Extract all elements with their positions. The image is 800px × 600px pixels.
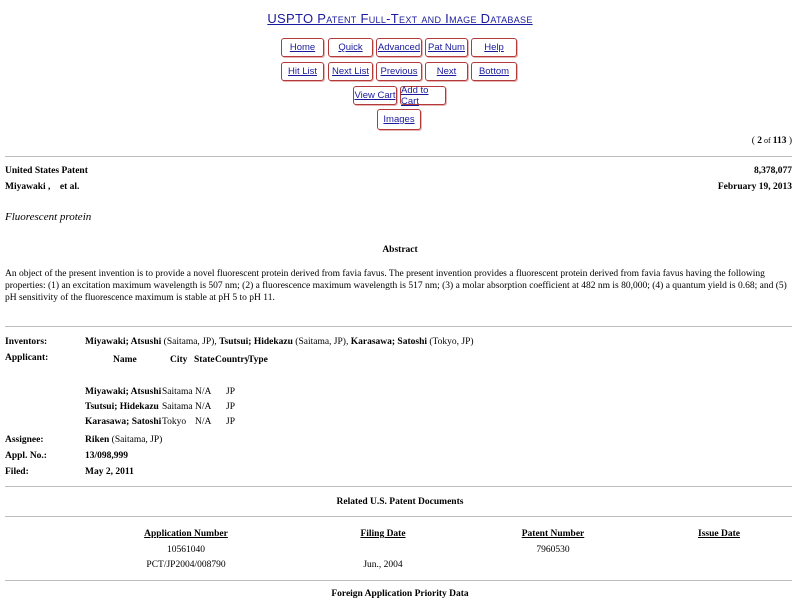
related-col-application-number: Application Number: [144, 529, 228, 539]
related-cell-patent: 7960530: [536, 545, 570, 555]
divider: [5, 326, 792, 327]
applicant-header-country: Country: [215, 355, 250, 365]
applicant-state: N/A: [195, 402, 212, 412]
view-cart-button[interactable]: View Cart: [353, 86, 397, 105]
inventors-label: Inventors:: [5, 337, 48, 347]
advanced-search-button[interactable]: Advanced: [376, 38, 422, 57]
related-col-issue-date: Issue Date: [698, 529, 740, 539]
abstract-heading: Abstract: [382, 245, 418, 255]
hit-list-button[interactable]: Hit List: [281, 62, 324, 81]
appl-no-label: Appl. No.:: [5, 451, 47, 461]
assignee-label: Assignee:: [5, 435, 44, 445]
add-to-cart-button[interactable]: Add to Cart: [400, 86, 446, 105]
applicant-header-type: Type: [248, 355, 268, 365]
next-list-button[interactable]: Next List: [328, 62, 373, 81]
bottom-button[interactable]: Bottom: [471, 62, 517, 81]
applicant-city: Tokyo: [162, 417, 187, 427]
applicant-state: N/A: [195, 417, 212, 427]
applicant-label: Applicant:: [5, 353, 49, 363]
divider: [5, 486, 792, 487]
related-heading: Related U.S. Patent Documents: [336, 497, 464, 507]
divider: [5, 156, 792, 157]
result-index: ( 2 of 113 ): [751, 136, 792, 146]
related-col-patent-number: Patent Number: [521, 529, 585, 539]
applicant-header-name: Name: [113, 355, 137, 365]
applicant-city: Saitama: [162, 402, 193, 412]
quick-search-button[interactable]: Quick: [328, 38, 373, 57]
applicant-header-state: State: [194, 355, 215, 365]
related-cell-filing: Jun., 2004: [363, 560, 403, 570]
patent-number: 8,378,077: [754, 166, 792, 176]
patent-type: United States Patent: [5, 166, 88, 176]
patent-title: Fluorescent protein: [5, 211, 92, 223]
related-cell-app: PCT/JP2004/008790: [146, 560, 226, 570]
abstract-text: An object of the present invention is to provide a novel fluorescent protein derived from favia favus. The present invention provides a fluorescent protein derived from favia favus having the following properties: (1) an excitation maximum wavelength is 507 nm; (2) a fluorescence maximum wavelength is 517 nm; (3) a molar absorption coefficient at 482 nm is 80,000; (4) a quantum yield is 0.68; and (5) pH sensitivity of the fluorescence maximum is stable at pH 5 to pH 11.: [5, 269, 787, 303]
applicant-state: N/A: [195, 387, 212, 397]
result-total: 113: [772, 136, 787, 146]
applicant-name: Karasawa; Satoshi: [85, 417, 162, 427]
applicant-name: Miyawaki; Atsushi: [85, 387, 162, 397]
previous-button[interactable]: Previous: [376, 62, 422, 81]
related-col-filing-date: Filing Date: [360, 529, 406, 539]
result-current: 2: [757, 136, 763, 146]
filed-value: May 2, 2011: [85, 467, 134, 477]
images-button[interactable]: Images: [377, 109, 421, 130]
inventors-list: Miyawaki; Atsushi (Saitama, JP), Tsutsui; Hidekazu (Saitama, JP), Karasawa; Satoshi (Tokyo, JP): [85, 337, 474, 347]
applicant-name: Tsutsui; Hidekazu: [85, 402, 159, 412]
help-button[interactable]: Help: [471, 38, 517, 57]
applicant-country: JP: [226, 402, 235, 412]
home-button[interactable]: Home: [281, 38, 324, 57]
divider: [5, 580, 792, 581]
applicant-header-city: City: [170, 355, 188, 365]
patent-date: February 19, 2013: [717, 182, 792, 192]
assignee-value: Riken (Saitama, JP): [85, 435, 163, 445]
applicant-city: Saitama: [162, 387, 193, 397]
divider: [5, 516, 792, 517]
page-title[interactable]: USPTO Patent Full-Text and Image Database: [267, 11, 533, 26]
applicant-country: JP: [226, 387, 235, 397]
filed-label: Filed:: [5, 467, 29, 477]
next-button[interactable]: Next: [425, 62, 468, 81]
foreign-heading: Foreign Application Priority Data: [331, 589, 469, 599]
applicant-country: JP: [226, 417, 235, 427]
appl-no-value: 13/098,999: [85, 451, 129, 461]
related-cell-app: 10561040: [167, 545, 205, 555]
patent-number-button[interactable]: Pat Num: [425, 38, 468, 57]
patent-authors: Miyawaki , et al.: [5, 182, 80, 192]
